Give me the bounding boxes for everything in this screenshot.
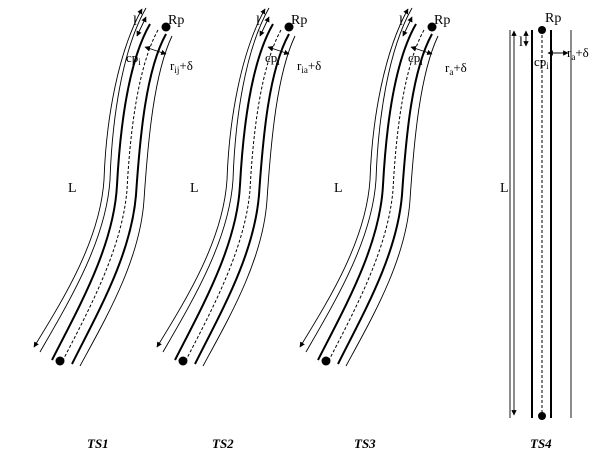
l-label-ts4: l [519, 35, 523, 50]
panel-ts1 [34, 8, 172, 366]
caption-ts1: TS1 [87, 436, 109, 451]
l-label-ts2: l [256, 14, 260, 29]
r-label-ts1: $r_{ij}+\delta$ [170, 58, 193, 75]
caption-ts2: TS2 [212, 436, 234, 451]
r-label-ts2: $r_{ia}+\delta$ [297, 58, 322, 75]
caption-ts3: TS3 [354, 436, 376, 451]
panel-ts4 [510, 26, 571, 420]
rp-label-ts1: Rp [168, 13, 185, 28]
caption-ts4: TS4 [530, 436, 552, 451]
cp-label-ts2: $cp_i$ [265, 50, 280, 67]
cp-label-ts3: $cp_i$ [408, 50, 423, 67]
big-l-label-ts3: L [334, 181, 343, 196]
big-l-label-ts1: L [68, 181, 77, 196]
cp-label-ts1: $cp_i$ [126, 50, 141, 67]
r-label-ts3: $r_a+\delta$ [445, 60, 467, 77]
cp-label-ts4: $cp_i$ [534, 54, 549, 71]
l-label-ts3: l [399, 14, 403, 29]
rp-label-ts3: Rp [434, 13, 451, 28]
l-label-ts1: l [133, 14, 137, 29]
rp-label-ts2: Rp [291, 13, 308, 28]
big-l-label-ts2: L [190, 181, 199, 196]
rp-label-ts4: Rp [545, 11, 562, 26]
big-l-label-ts4: L [500, 181, 509, 196]
r-label-ts4: $r_a+\delta$ [567, 45, 589, 62]
